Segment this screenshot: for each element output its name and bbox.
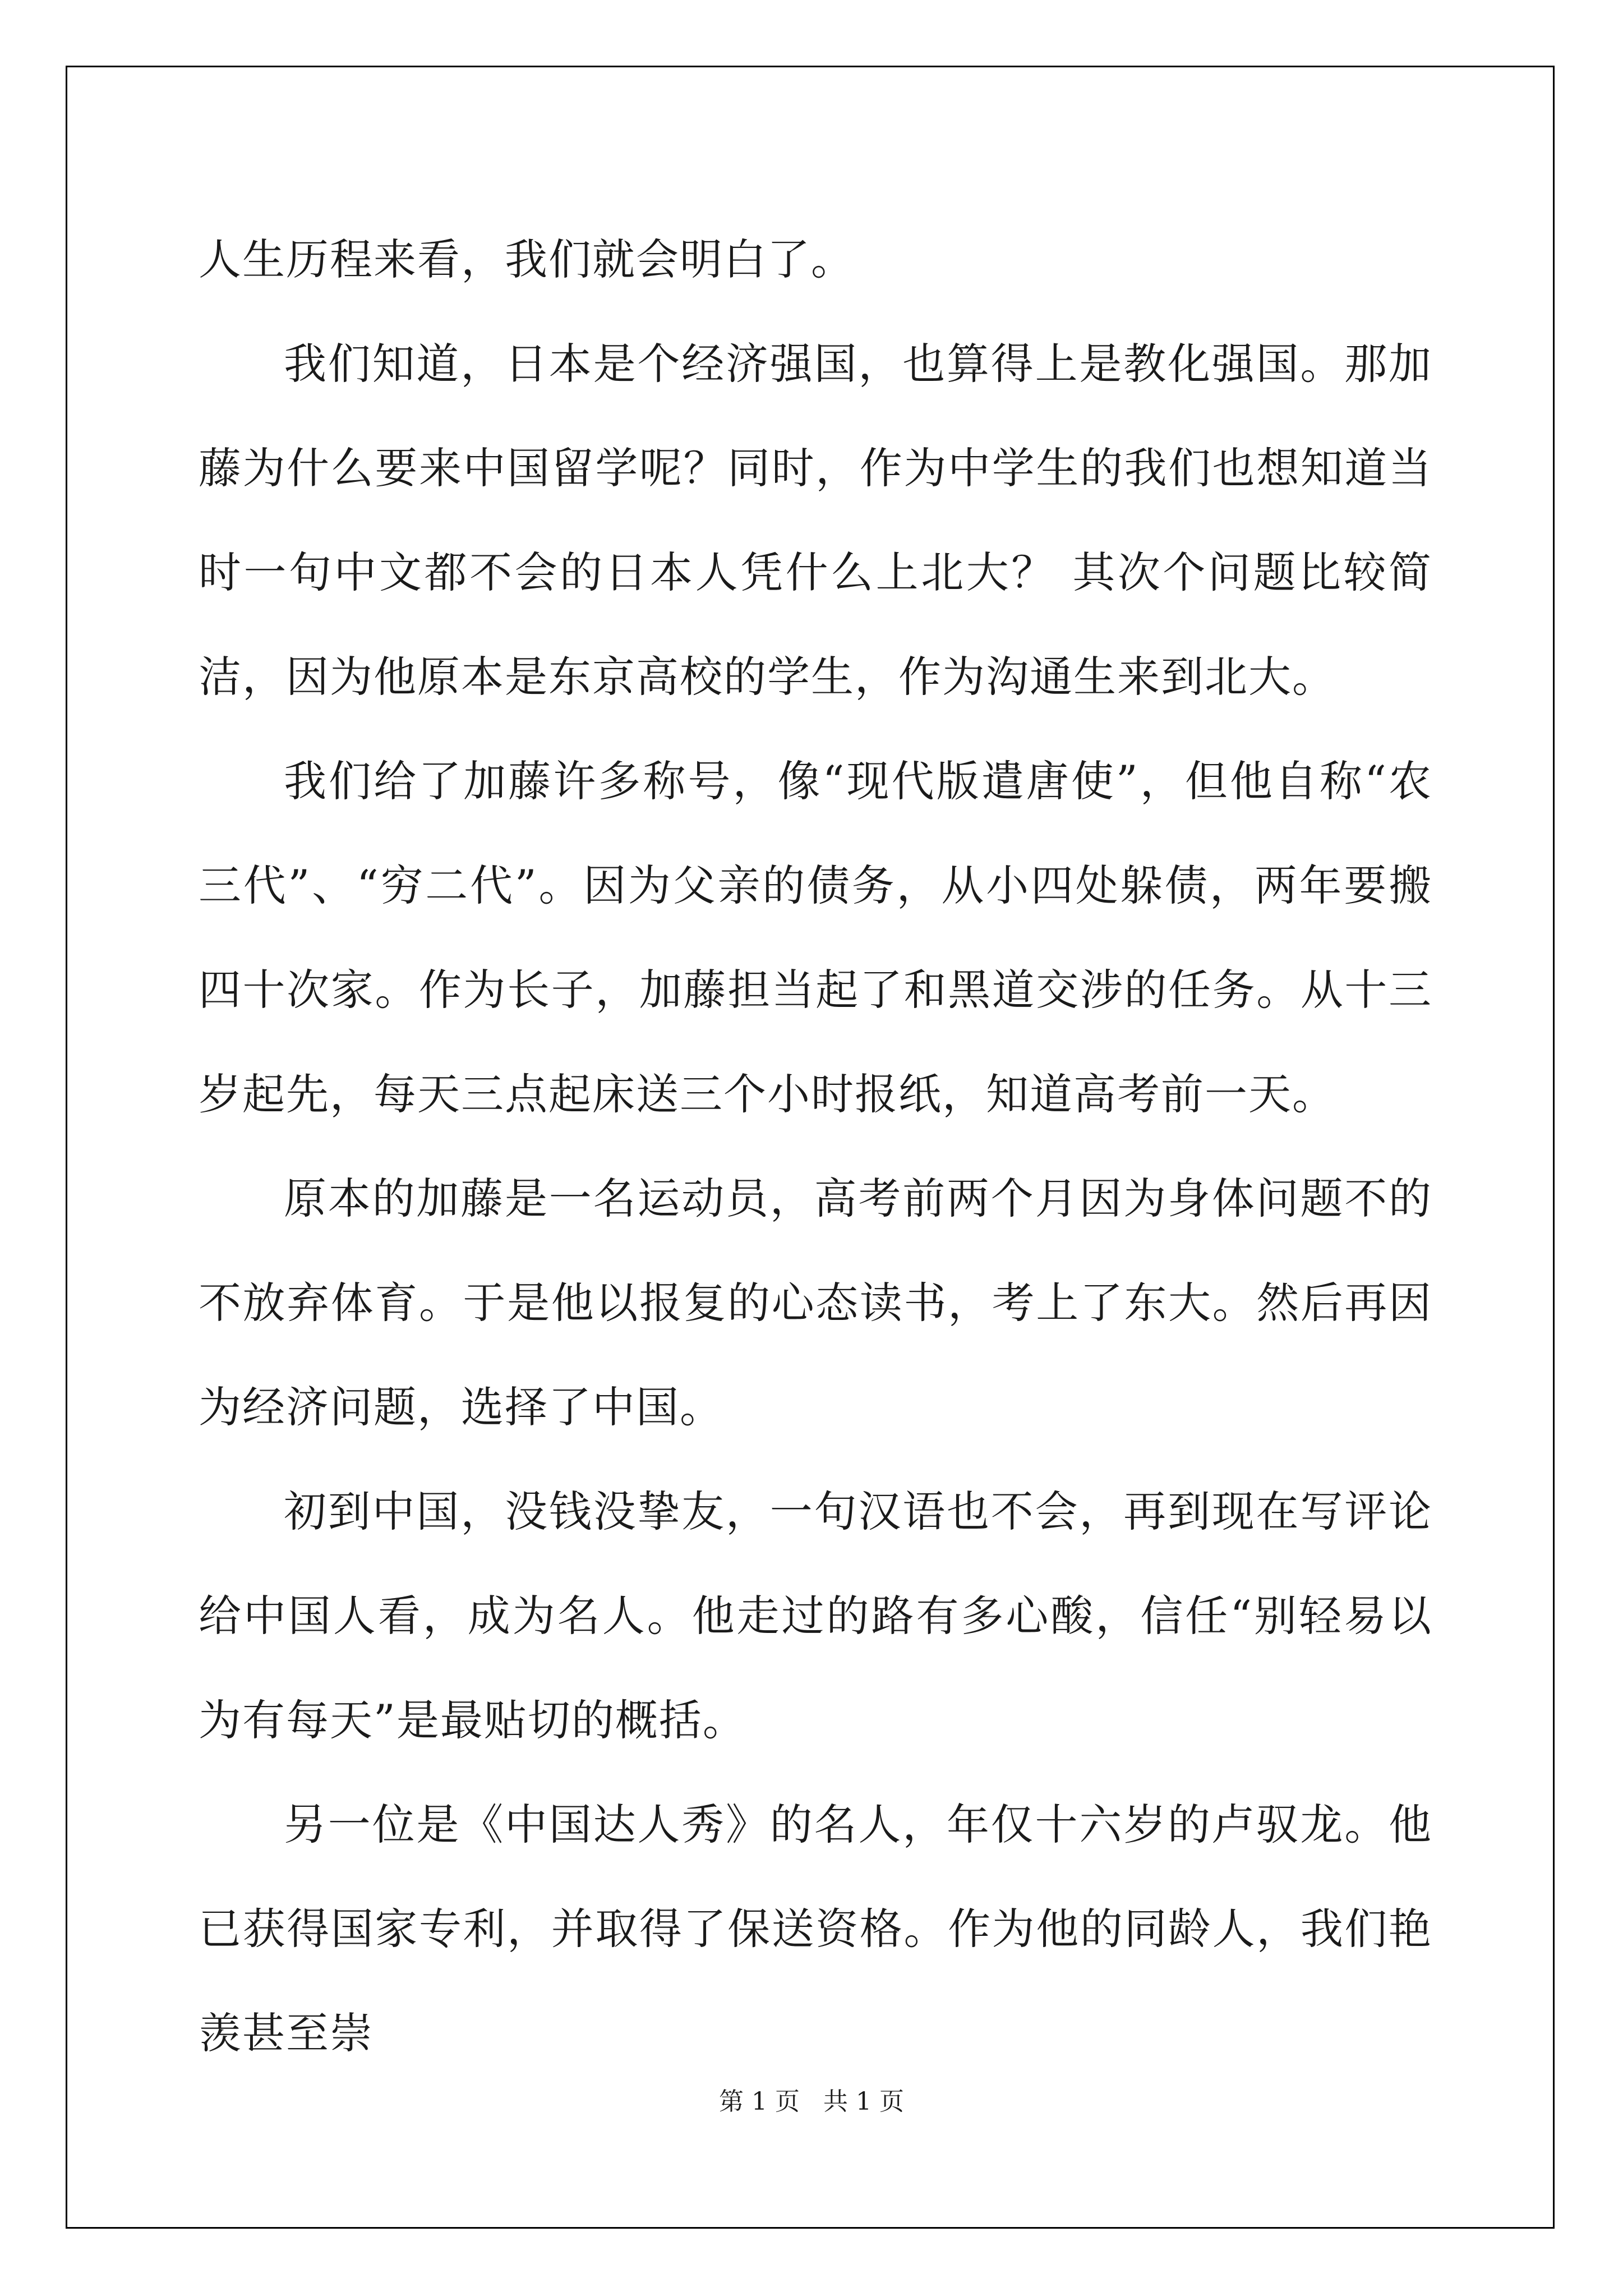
paragraph-2: 我们知道，日本是个经济强国，也算得上是教化强国。那加藤为什么要来中国留学呢？同时，作为中学生的我们也想知道当时一句中文都不会的日本人凭什么上北大？ 其次个问题比较简洁，因为他原本是东京高校的学生，作为沟通生来到北大。 <box>199 339 1432 702</box>
paragraph-5: 初到中国，没钱没挚友，一句汉语也不会，再到现在写评论给中国人看，成为名人。他走过的路有多心酸，信任“别轻易以为有每天”是最贴切的概括。 <box>199 1487 1432 1745</box>
paragraph-1: 人生历程来看，我们就会明白了。 <box>199 234 855 284</box>
paragraph-4: 原本的加藤是一名运动员，高考前两个月因为身体问题不的不放弃体育。于是他以报复的心态读书，考上了东大。然后再因为经济问题，选择了中国。 <box>199 1174 1432 1432</box>
paragraph-3: 我们给了加藤许多称号，像“现代版遣唐使”，但他自称“农三代”、“穷二代”。因为父亲的债务，从小四处躲债，两年要搬四十次家。作为长子，加藤担当起了和黑道交涉的任务。从十三岁起先，每天三点起床送三个小时报纸，知道高考前一天。 <box>199 756 1432 1119</box>
document-body <box>199 208 1432 2086</box>
paragraph-6: 另一位是《中国达人秀》的名人，年仅十六岁的卢驭龙。他已获得国家专利，并取得了保送资格。作为他的同龄人，我们艳羡甚至崇 <box>199 1800 1432 2058</box>
page-number-footer: 第 1 页 共 1 页 <box>719 2087 904 2116</box>
